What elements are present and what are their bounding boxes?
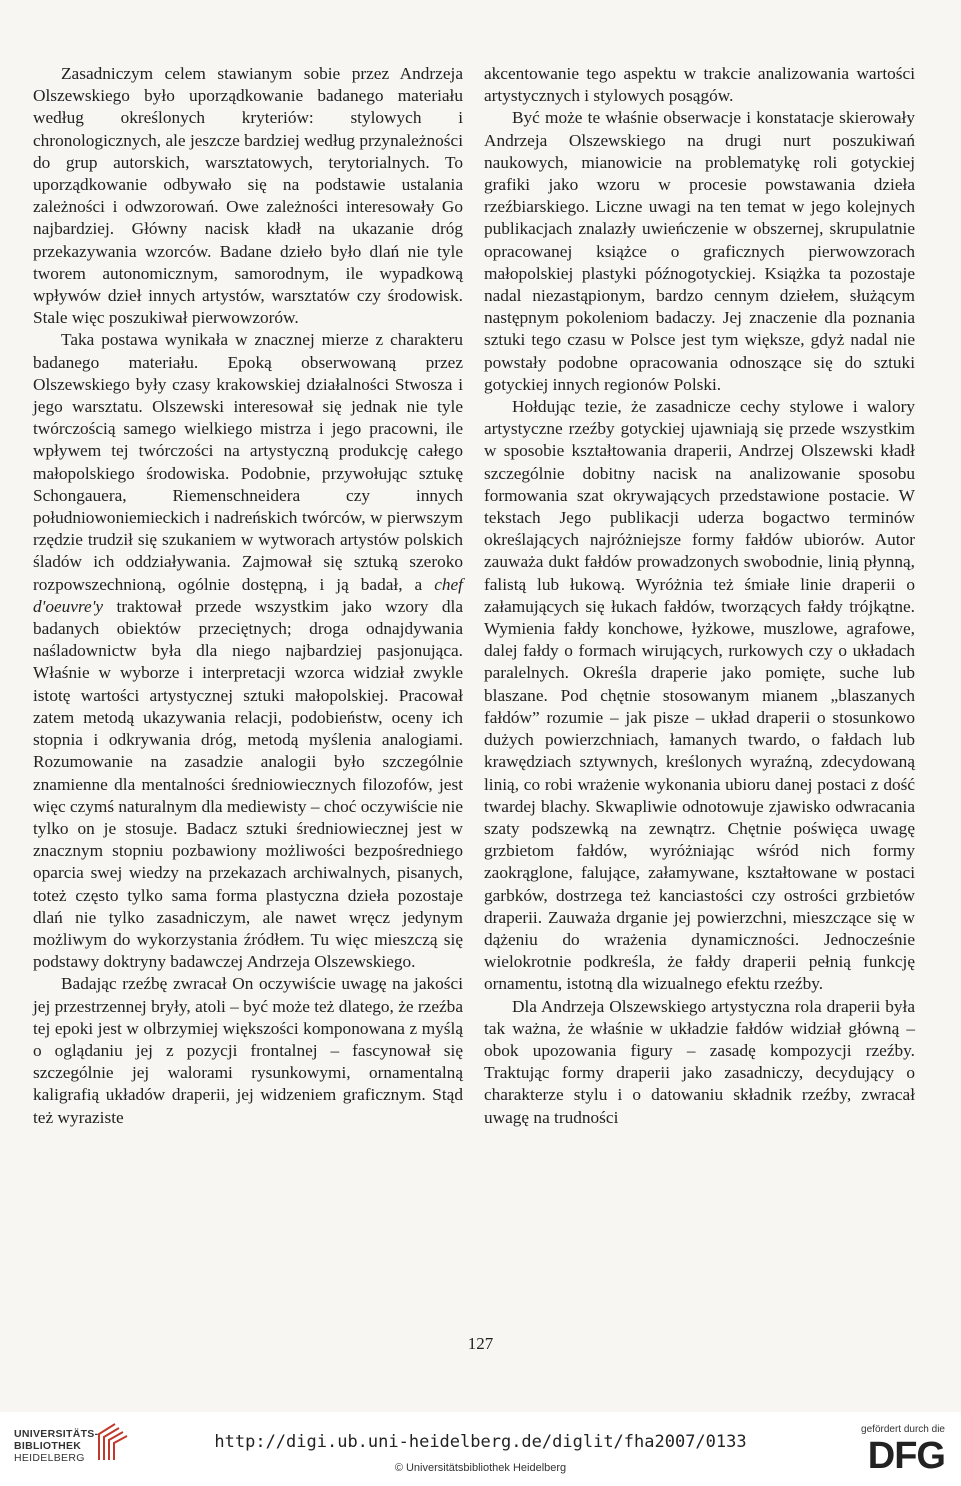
- page-number: 127: [467, 1334, 494, 1353]
- right-text-column: [484, 63, 915, 1129]
- paragraph-continuation: akcentowanie tego aspektu w trakcie analizowania wartości artystycznych i stylowych posągów.: [484, 64, 915, 106]
- permalink-url[interactable]: http://digi.ub.uni-heidelberg.de/diglit/fha2007/0133: [214, 1432, 747, 1452]
- left-text-column: [33, 63, 463, 1129]
- dfg-caption: gefördert durch die: [861, 1424, 945, 1435]
- italic-term: chef d'oeuvre'y: [33, 574, 463, 616]
- paragraph: Badając rzeźbę zwracał On oczywiście uwagę na jakości jej przestrzennej bryły, atoli – być może też dlatego, że rzeźba tej epoki jest w olbrzymiej większości komponowana z myślą o oglądaniu jej z pozycji frontalnej – fascynował się szczególnie jej walorami rysunkowymi, ornamentalną kaligrafią układów draperii, jej widzeniem graficznym. Stąd też wyraziste: [33, 974, 463, 1127]
- paragraph: Być może te właśnie obserwacje i konstatacje skierowały Andrzeja Olszewskiego na drugi nurt poszukiwań naukowych, mianowicie na problematykę roli gotyckiej grafiki jako wzoru w procesie powstawania dzieła rzeźbiarskiego. Liczne uwagi na ten temat w jego kolejnych publikacjach znalazły uwieńczenie w obszernej, skrupulatnie opracowanej książce o graficznych pierwowzorach małopolskiej plastyki późnogotyckiej. Książka ta pozostaje nadal niezastąpionym, bardzo cennym dziełem, służącym następnym pokoleniom badaczy. Jej znaczenie dla poznania sztuki tego czasu w Polsce jest tym większe, gdyż nadal nie powstały podobne opracowania odnoszące się do sztuki gotyckiej innych regionów Polski.: [484, 108, 915, 394]
- paragraph: Zasadniczym celem stawianym sobie przez Andrzeja Olszewskiego było uporządkowanie badanego materiału według określonych kryteriów: stylowych i chronologicznych, ale jeszcze bardziej według przynależności do grup autorskich, warsztatowych, terytorialnych. To uporządkowanie odbywało się na podstawie ustalania zależności i odwzorowań. Owe zależności interesowały Go najbardziej. Główny nacisk kładł na ukazanie dróg przekazywania wzorców. Badane dzieło było dlań nie tyle tworem autonomicznym, samorodnym, ile wypadkową wpływów dzieł innych artystów, warsztatów czy środowisk. Stale więc poszukiwał pierwowzorów.: [33, 64, 463, 328]
- library-logo-text: UNIVERSITÄTS- BIBLIOTHEK HEIDELBERG: [14, 1428, 99, 1464]
- paragraph: Taka postawa wynikała w znacznej mierze z charakteru badanego materiału. Epoką obserwowaną przez Olszewskiego były czasy krakowskiej działalności Stwosza i jego warsztatu. Olszewski interesował się jednak nie tyle twórczością samego wielkiego mistrza i jego pracowni, ile wpływem tej twórczości na artystyczną produkcję całego małopolskiego środowiska. Podobnie, przywołując sztukę Schongauera, Riemenschneidera czy innych południowoniemieckich i nadreńskich twórców, w pierwszym rzędzie trudził się szukaniem w wytworach artystów polskich śladów ich oddziaływania. Zajmował się sztuką szeroko rozpowszechnioną, ogólnie dostępną, i ją badał, a chef d'oeuvre'y traktował przede wszystkim jako wzory dla badanych obiektów przeciętnych; droga odnajdywania naśladownictw była dla niego najbardziej pasjonująca. Właśnie w wyborze i interpretacji wzorca widział zwykle istotę wartości artystycznej sztuki małopolskiej. Pracował zatem metodą ukazywania relacji, podobieństw, oceny ich stopnia i odkrywania dróg, metodą myślenia analogiami. Rozumowanie na zasadzie analogii było szczególnie znamienne dla mentalności średniowiecznych filozofów, jest więc czymś naturalnym dla mediewisty – choć oczywiście nie tylko on je stosuje. Badacz sztuki średniowiecznej jest w znacznym stopniu pozbawiony możliwości bezpośredniego oparcia swej wiedzy na przekazach archiwalnych, pisanych, toteż często tylko sama forma plastyczna dzieła pozostaje dlań nie tylko zasadniczym, ale nawet wręcz jedynym możliwym do wykorzystania źródłem. Tu więc mieszczą się podstawy doktryny badawczej Andrzeja Olszewskiego.: [33, 330, 463, 972]
- dfg-logo: DFG: [867, 1435, 945, 1477]
- copyright-notice: © Universitätsbibliothek Heidelberg: [394, 1462, 567, 1474]
- paragraph: Hołdując tezie, że zasadnicze cechy stylowe i walory artystyczne rzeźby gotyckiej ujawniają się przede wszystkim w sposobie kształtowania draperii, Andrzej Olszewski kładł szczególnie dobitny nacisk na analizowanie sposobu formowania szat okrywających przedstawione postacie. W tekstach Jego publikacji uderza bogactwo terminów określających najróżniejsze formy fałdów ubiorów. Autor zauważa dukt fałdów prowadzonych swobodnie, linią płynną, falistą lub łukową. Wyróżnia też śmiałe linie draperii o załamujących się łukach fałdów, tworzących fałdy trójkątne. Wymienia fałdy konchowe, łyżkowe, muszlowe, agrafowe, dalej fałdy o formach wirujących, rurkowych czy o układach paralelnych. Określa draperie jako pomięte, suche lub blaszane. Pod chętnie stosowanym mianem „blaszanych fałdów” rozumie – jak pisze – układ draperii o stosunkowo dużych powierzchniach, łamanych twardo, o fałdach lub krawędziach sztywnych, kreślonych wyraźną, zdecydowaną linią, co robi wrażenie wykonania ubioru danej postaci z dość twardej blachy. Skwapliwie odnotowuje zjawisko odwracania szaty podszewką na zewnątrz. Chętnie poświęca uwagę grzbietom fałdów, wyróżniając wśród nich formy zaokrąglone, falujące, załamywane, kształtowane w postaci garbków, dostrzega też kanciastości czy ostrości grzbietów draperii. Zauważa drganie jej powierzchni, mieszczące się w dążeniu do wrażenia dynamiczności. Jednocześnie wielokrotnie podkreśla, że fałdy draperii pełnią funkcję ornamentu, istotną dla wizualnego efektu rzeźby.: [484, 397, 915, 994]
- paragraph: Dla Andrzeja Olszewskiego artystyczna rola draperii była tak ważna, że właśnie w układzie fałdów widział główną – obok upozowania figury – zasadę kompozycji rzeźby. Traktując formy draperii jako zasadniczy, decydujący o charakterze stylu i o datowaniu składnik rzeźby, zwracał uwagę na trudności: [484, 996, 915, 1127]
